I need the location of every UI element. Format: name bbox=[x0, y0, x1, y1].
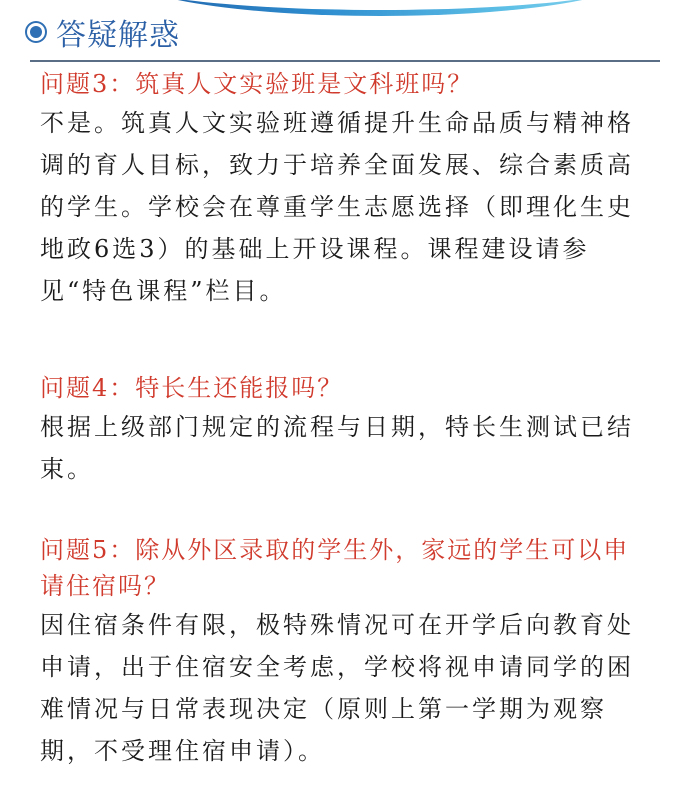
question-text: 问题3：筑真人文实验班是文科班吗？ bbox=[40, 70, 474, 98]
qa-item bbox=[40, 66, 650, 312]
section-title: 答疑解惑 bbox=[56, 18, 180, 53]
header-divider bbox=[30, 60, 660, 62]
question-text: 问题4：特长生还能报吗？ bbox=[40, 374, 344, 402]
answer-text: 根据上级部门规定的流程与日期，特长生测试已结束。 bbox=[40, 413, 634, 483]
section-header bbox=[26, 12, 180, 52]
answer-text: 因住宿条件有限，极特殊情况可在开学后向教育处申请，出于住宿安全考虑，学校将视申请同学的困难情况与日常表现决定（原则上第一学期为观察期，不受理住宿申请）。 bbox=[40, 611, 634, 765]
qa-item bbox=[40, 532, 650, 772]
qa-item bbox=[40, 370, 650, 490]
question-text: 问题5：除从外区录取的学生外，家远的学生可以申请住宿吗？ bbox=[40, 536, 630, 600]
answer-text: 不是。筑真人文实验班遵循提升生命品质与精神格调的育人目标，致力于培养全面发展、综合素质高的学生。学校会在尊重学生志愿选择（即理化生史地政6选3）的基础上开设课程。课程建设请参见“特色课程”栏目。 bbox=[40, 109, 634, 305]
bullet-circle-icon bbox=[30, 26, 42, 38]
